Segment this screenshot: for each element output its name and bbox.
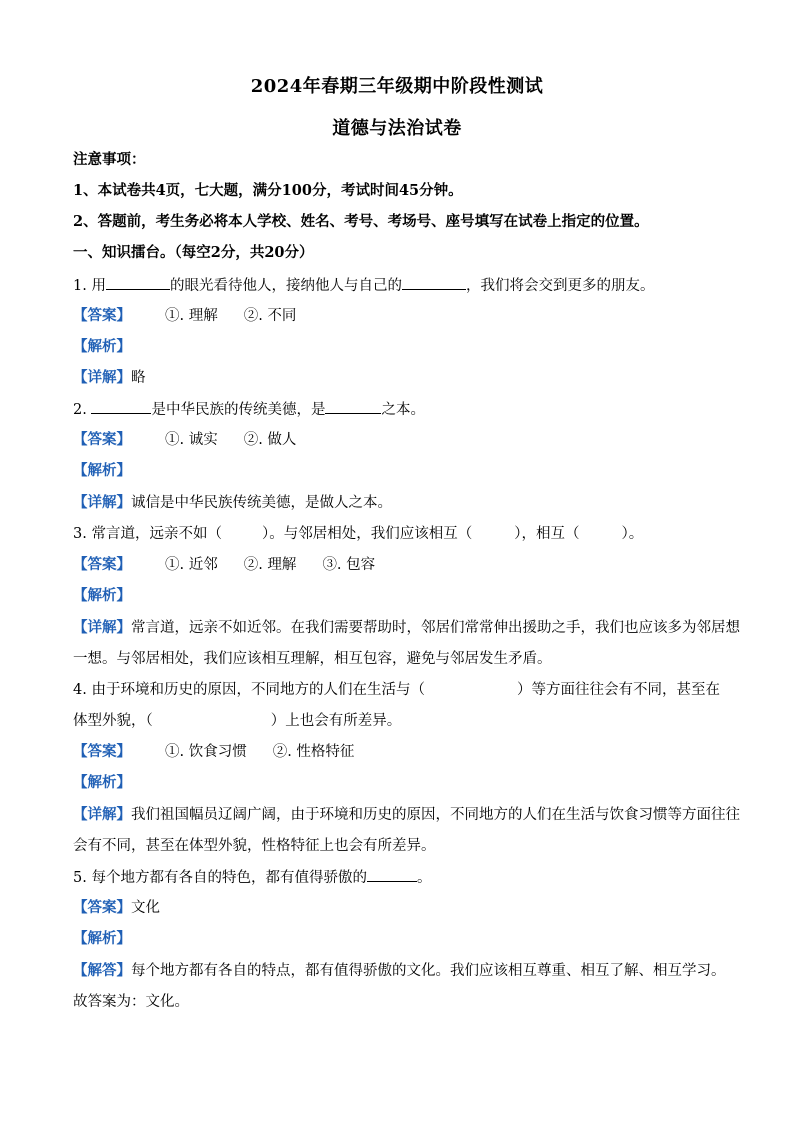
answer-tag: 【答案】 [73, 899, 131, 916]
answer-blank [402, 275, 466, 290]
answer-blank [367, 867, 417, 882]
detail-1: 【详解】略 [73, 369, 146, 386]
solution-tag: 【解答】 [73, 962, 131, 979]
detail-tag: 【详解】 [73, 369, 131, 386]
question-1: 1. 用 的眼光看待他人，接纳他人与自己的 ，我们将会交到更多的朋友。 [73, 275, 723, 296]
answer-tag: 【答案】 [73, 431, 131, 448]
analysis-tag: 【解析】 [73, 774, 131, 791]
detail-tag: 【详解】 [73, 619, 131, 636]
analysis-tag: 【解析】 [73, 930, 131, 947]
answer-tag: 【答案】 [73, 556, 131, 573]
detail-2: 【详解】诚信是中华民族传统美德，是做人之本。 [73, 494, 392, 511]
analysis-tag: 【解析】 [73, 338, 131, 355]
answer-blank [91, 399, 151, 414]
detail-4-line-1: 【详解】我们祖国幅员辽阔广阔，由于环境和历史的原因，不同地方的人们在生活与饮食习惯等方面往往 [73, 806, 740, 823]
question-5: 5. 每个地方都有各自的特色，都有值得骄傲的 。 [73, 867, 723, 888]
section-1-heading: 一、知识擂台。（每空2分，共20分） [73, 244, 314, 261]
notice-item-2: 2、答题前，考生务必将本人学校、姓名、考号、考场号、座号填写在试卷上指定的位置。 [73, 213, 649, 230]
question-4-line-2: 体型外貌，（ ）上也会有所差异。 [73, 713, 402, 729]
answer-tag: 【答案】 [73, 307, 131, 324]
answer-tag: 【答案】 [73, 743, 131, 760]
exam-title: 2024年春期三年级期中阶段性测试 [250, 76, 544, 97]
detail-3-line-1: 【详解】常言道，远亲不如近邻。在我们需要帮助时，邻居们常常伸出援助之手，我们也应该多为邻居想 [73, 619, 740, 636]
answer-2: 【答案】 ①. 诚实 ②. 做人 [73, 431, 297, 448]
detail-4-line-2: 会有不同，甚至在体型外貌，性格特征上也会有所差异。 [73, 838, 436, 854]
notice-item-1: 1、本试卷共4页，七大题，满分100分，考试时间45分钟。 [73, 182, 463, 199]
analysis-1 [73, 337, 723, 357]
notice-heading: 注意事项： [73, 151, 146, 168]
exam-subtitle: 道德与法治试卷 [332, 118, 462, 139]
question-4-line-1: 4. 由于环境和历史的原因，不同地方的人们在生活与（ ）等方面往往会有不同，甚至在 [73, 682, 720, 698]
detail-tag: 【详解】 [73, 806, 131, 823]
answer-3: 【答案】 ①. 近邻 ②. 理解 ③. 包容 [73, 556, 376, 573]
question-2: 2. 是中华民族的传统美德，是 之本。 [73, 399, 723, 420]
solution-5: 【解答】每个地方都有各自的特点，都有值得骄傲的文化。我们应该相互尊重、相互了解、相互学习。 [73, 962, 726, 979]
detail-3-line-2: 一想。与邻居相处，我们应该相互理解，相互包容，避免与邻居发生矛盾。 [73, 651, 552, 667]
detail-tag: 【详解】 [73, 494, 131, 511]
analysis-4 [73, 773, 723, 793]
final-answer-5: 故答案为：文化。 [73, 994, 189, 1010]
analysis-tag: 【解析】 [73, 587, 131, 604]
answer-1: 【答案】 ①. 理解 ②. 不同 [73, 307, 297, 324]
answer-blank [325, 399, 381, 414]
answer-5: 【答案】文化 [73, 899, 160, 916]
answer-blank [106, 275, 170, 290]
analysis-5 [73, 929, 723, 949]
answer-4: 【答案】 ①. 饮食习惯 ②. 性格特征 [73, 743, 355, 760]
analysis-tag: 【解析】 [73, 462, 131, 479]
analysis-2 [73, 461, 723, 481]
question-3: 3. 常言道，远亲不如（ ）。与邻居相处，我们应该相互（ ），相互（ ）。 [73, 526, 644, 542]
analysis-3 [73, 586, 723, 606]
